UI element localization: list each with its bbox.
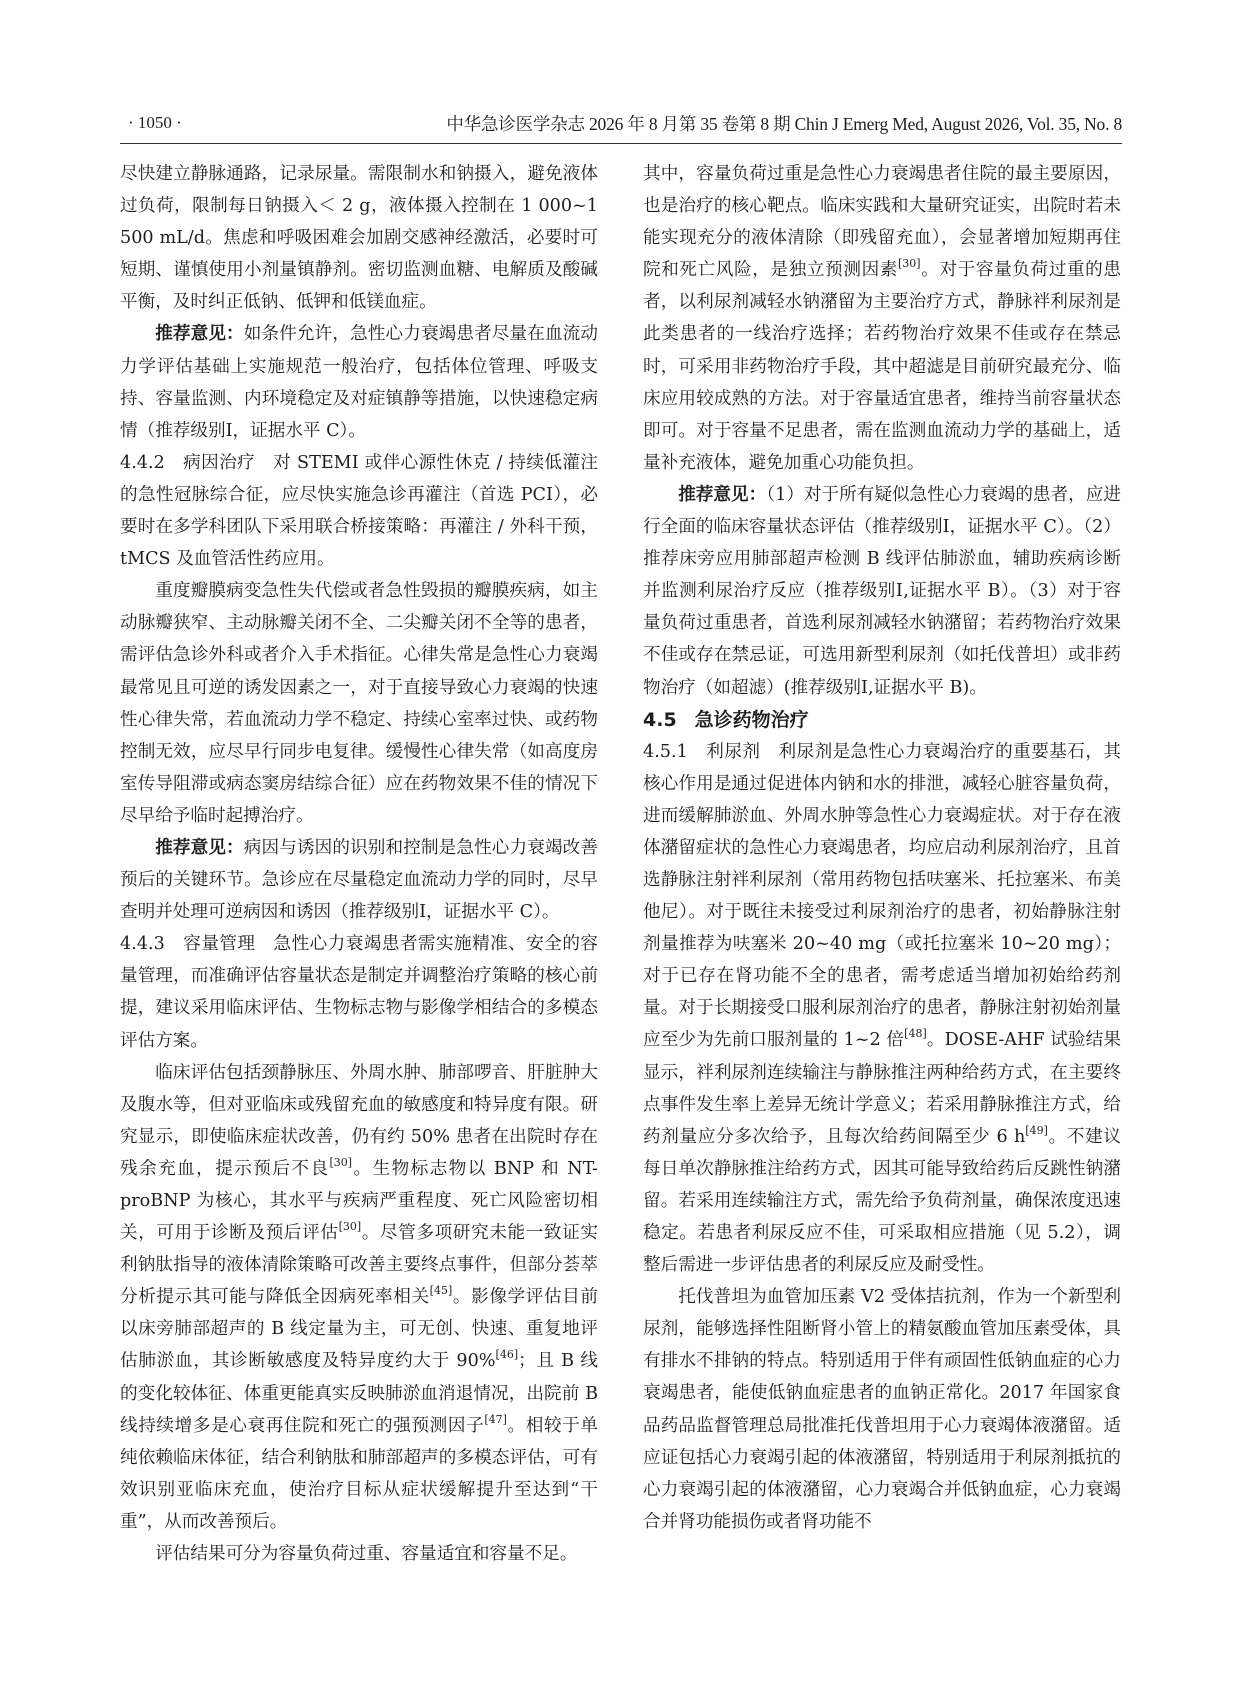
section-4-5-1: 4.5.1 利尿剂 利尿剂是急性心力衰竭治疗的重要基石，其核心作用是通过促进体内钠和水的排泄，减轻心脏容量负荷，进而缓解肺淤血、外周水肿等急性心力衰竭症状。对于存在液体潴留症状的急性心力衰竭患者，均应启动利尿剂治疗，且首选静脉注射袢利尿剂（常用药物包括呋塞米、托拉塞米、布美他尼）。对于既往未接受过利尿剂治疗的患者，初始静脉注射剂量推荐为呋塞米 20~40 mg（或托拉塞米 10~20 mg）；对于已存在肾功能不全的患者，需考虑适当增加初始给药剂量。对于长期接受口服利尿剂治疗的患者，静脉注射初始剂量应至少为先前口服剂量的 1~2 倍[48]。DOSE-AHF 试验结果显示，袢利尿剂连续输注与静脉推注两种给药方式，在主要终点事件发生率上差异无统计学意义；若采用静脉推注方式，给药剂量应分多次给予，且每次给药间隔至少 6 h[49]。不建议每日单次静脉推注给药方式，因其可能导致给药后反跳性钠潴留。若采用连续输注方式，需先给予负荷剂量，确保浓度迅速稳定。若患者利尿反应不佳，可采取相应措施（见 5.2），调整后需进一步评估患者的利尿反应及耐受性。 bbox=[643, 741, 1121, 1276]
recommendation-label: 推荐意见： bbox=[678, 483, 767, 505]
subsection-heading: 4.4.3 容量管理 bbox=[120, 934, 274, 955]
citation-ref: [30] bbox=[329, 1155, 353, 1169]
citation-ref: [46] bbox=[495, 1348, 519, 1362]
subsection-text: 急性心力衰竭患者需实施精准、安全的容量管理，而准确评估容量状态是制定并调整治疗策略的核心前提，建议采用临床评估、生物标志物与影像学相结合的多模态评估方案。 bbox=[120, 934, 598, 1051]
section-number: 4.5 bbox=[643, 708, 677, 731]
page-number: · 1050 · bbox=[128, 113, 182, 132]
left-column bbox=[120, 158, 598, 1658]
citation-ref: [49] bbox=[1025, 1123, 1048, 1137]
section-title: 急诊药物治疗 bbox=[694, 708, 809, 731]
citation-ref: [30] bbox=[898, 257, 921, 271]
section-heading-4-5 bbox=[643, 704, 1121, 736]
subsection-text: 对 STEMI 或伴心源性休克 / 持续低灌注的急性冠脉综合征，应尽快实施急诊再灌注（首选 PCI），必要时在多学科团队下采用联合桥接策略：再灌注 / 外科干预，tMCS 及血管活性药应用。 bbox=[120, 452, 598, 570]
citation-ref: [48] bbox=[904, 1027, 927, 1041]
recommendation-text: 病因与诱因的识别和控制是急性心力衰竭改善预后的关键环节。急诊应在尽量稳定血流动力学的同时，尽早查明并处理可逆病因和诱因（推荐级别Ⅰ，证据水平 C）。 bbox=[120, 837, 598, 923]
paragraph-assessment-results: 评估结果可分为容量负荷过重、容量适宜和容量不足。 bbox=[155, 1544, 578, 1565]
recommendation-etiology bbox=[120, 832, 598, 928]
paragraph-tolvaptan: 托伐普坦为血管加压素 V2 受体拮抗剂，作为一个新型利尿剂，能够选择性阻断肾小管上的精氨酸血管加压素受体，具有排水不排钠的特点。特别适用于伴有顽固性低钠血症的心力衰竭患者，能使低钠血症患者的血钠正常化。2017 年国家食品药品监督管理总局批准托伐普坦用于心力衰竭体液潴留。适应证包括心力衰竭引起的体液潴留，特别适用于利尿剂抵抗的心力衰竭引起的体液潴留，心力衰竭合并低钠血症，心力衰竭合并肾功能损伤或者肾功能不 bbox=[643, 1287, 1121, 1532]
section-4-4-3 bbox=[120, 928, 598, 1056]
recommendation-text: 如条件允许，急性心力衰竭患者尽量在血流动力学评估基础上实施规范一般治疗，包括体位管理、呼吸支持、容量监测、内环境稳定及对症镇静等措施，以快速稳定病情（推荐级别Ⅰ，证据水平 C）。 bbox=[120, 324, 598, 441]
paragraph-general-treatment: 尽快建立静脉通路，记录尿量。需限制水和钠摄入，避免液体过负荷，限制每日钠摄入＜ 2 g，液体摄入控制在 1 000~1 500 mL/d。焦虑和呼吸困难会加剧交感神经激活，必要时可短期、谨慎使用小剂量镇静剂。密切监测血糖、电解质及酸碱平衡，及时纠正低钠、低钾和低镁血症。 bbox=[120, 164, 598, 313]
section-4-4-2 bbox=[120, 447, 598, 575]
recommendation-text: （1）对于所有疑似急性心力衰竭的患者，应进行全面的临床容量状态评估（推荐级别Ⅰ，证据水平 C）。（2）推荐床旁应用肺部超声检测 B 线评估肺淤血，辅助疾病诊断并监测利尿治疗反应（推荐级别Ⅰ,证据水平 B）。（3）对于容量负荷过重患者，首选利尿剂减轻水钠潴留；若药物治疗效果不佳或存在禁忌证，可选用新型利尿剂（如托伐普坦）或非药物治疗（如超滤）(推荐级别Ⅰ,证据水平 B)。 bbox=[643, 484, 1121, 698]
citation-ref: [45] bbox=[429, 1284, 453, 1298]
running-header bbox=[120, 103, 1122, 144]
journal-citation: 中华急诊医学杂志 2026 年 8 月第 35 卷第 8 期 Chin J Emerg Med, August 2026, Vol. 35, No. 8 bbox=[446, 114, 1122, 134]
subsection-heading: 4.4.2 病因治疗 bbox=[120, 452, 274, 473]
recommendation-label: 推荐意见： bbox=[155, 323, 244, 345]
recommendation-label: 推荐意见： bbox=[155, 836, 244, 858]
paragraph-volume-overload: 其中，容量负荷过重是急性心力衰竭患者住院的最主要原因，也是治疗的核心靶点。临床实践和大量研究证实，出院时若未能实现充分的液体清除（即残留充血），会显著增加短期再住院和死亡风险，是独立预测因素[30]。对于容量负荷过重的患者，以利尿剂减轻水钠潴留为主要治疗方式，静脉袢利尿剂是此类患者的一线治疗选择；若药物治疗效果不佳或存在禁忌时，可采用非药物治疗手段，其中超滤是目前研究最充分、临床应用较成熟的方法。对于容量适宜患者，维持当前容量状态即可。对于容量不足患者，需在监测血流动力学的基础上，适量补充液体，避免加重心功能负担。 bbox=[643, 164, 1121, 473]
right-column bbox=[643, 158, 1121, 1658]
subsection-heading: 4.5.1 利尿剂 bbox=[643, 741, 779, 762]
citation-ref: [47] bbox=[484, 1412, 507, 1426]
paragraph-valve-arrhythmia: 重度瓣膜病变急性失代偿或者急性毁损的瓣膜疾病，如主动脉瓣狭窄、主动脉瓣关闭不全、二尖瓣关闭不全等的患者，需评估急诊外科或者介入手术指征。心律失常是急性心力衰竭最常见且可逆的诱发因素之一，对于直接导致心力衰竭的快速性心律失常，若血流动力学不稳定、持续心室率过快、或药物控制无效，应尽早行同步电复律。缓慢性心律失常（如高度房室传导阻滞或病态窦房结综合征）应在药物效果不佳的情况下尽早给予临时起搏治疗。 bbox=[120, 581, 598, 826]
recommendation-general bbox=[120, 318, 598, 446]
paragraph-volume-assessment: 临床评估包括颈静脉压、外周水肿、肺部啰音、肝脏肿大及腹水等，但对亚临床或残留充血的敏感度和特异度有限。研究显示，即使临床症状改善，仍有约 50% 患者在出院时存在残余充血，提示预后不良[30]。生物标志物以 BNP 和 NT-proBNP 为核心，其水平与疾病严重程度、死亡风险密切相关，可用于诊断及预后评估[30]。尽管多项研究未能一致证实利钠肽指导的液体清除策略可改善主要终点事件，但部分荟萃分析提示其可能与降低全因病死率相关[45]。影像学评估目前以床旁肺部超声的 B 线定量为主，可无创、快速、重复地评估肺淤血，其诊断敏感度及特异度约大于 90%[46]；且 B 线的变化较体征、体重更能真实反映肺淤血消退情况，出院前 B 线持续增多是心衰再住院和死亡的强预测因子[47]。相较于单纯依赖临床体征，结合利钠肽和肺部超声的多模态评估，可有效识别亚临床充血，使治疗目标从症状缓解提升至达到“干重”，从而改善预后。 bbox=[120, 1062, 598, 1532]
citation-ref: [30] bbox=[338, 1220, 362, 1234]
recommendation-volume bbox=[643, 479, 1121, 704]
